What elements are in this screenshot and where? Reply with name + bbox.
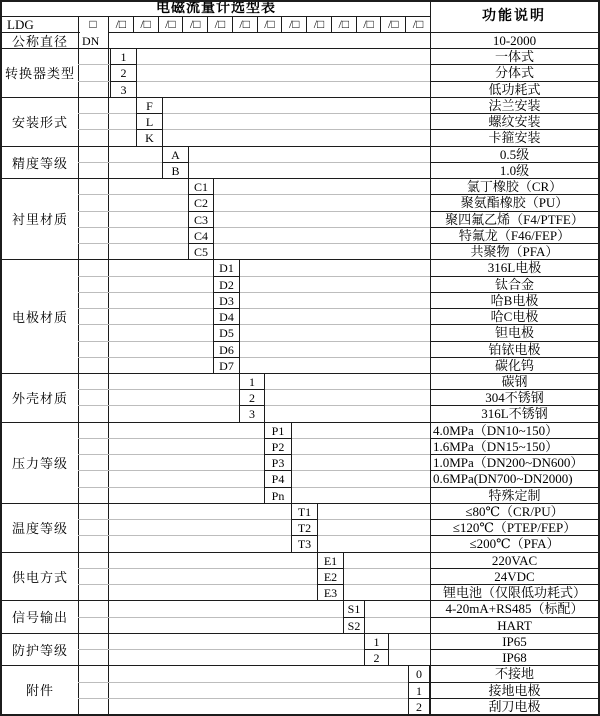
description-cell: 聚氨酯橡胶（PU）: [460, 195, 569, 210]
description-cell: HART: [497, 617, 532, 633]
category-label: 压力等级: [11, 456, 68, 471]
row-divider: [78, 487, 430, 488]
code-cell: 3: [239, 405, 265, 423]
code-cell: E1: [317, 552, 344, 569]
description-cell: 1.6MPa（DN15~150）: [433, 438, 559, 454]
code-cell: 2: [239, 389, 265, 406]
code-cell: B: [162, 162, 189, 179]
row-divider: [78, 324, 430, 325]
function-description-header: 功能说明: [482, 9, 546, 24]
description-cell: 碳化钨: [494, 357, 534, 373]
model-slot-cell: /□: [207, 16, 232, 32]
row-divider: [78, 276, 430, 277]
code-cell: D2: [213, 276, 240, 293]
code-cell: E2: [317, 568, 344, 585]
code-cell: D6: [213, 341, 240, 358]
model-slot-cell: /□: [306, 16, 331, 32]
model-slot-cell: /□: [356, 16, 381, 32]
description-cell: 4-20mA+RS485（标配）: [445, 601, 584, 616]
description-cell: 316L电极: [487, 260, 542, 275]
row-divider: [78, 341, 430, 342]
description-cell: IP68: [502, 649, 527, 665]
description-cell: 1.0MPa（DN200~DN600）: [433, 454, 584, 470]
description-cell: 哈C电极: [490, 308, 539, 324]
code-cell: K: [136, 129, 163, 147]
code-cell: 2: [408, 698, 430, 715]
model-slot-cell: /□: [380, 16, 405, 32]
description-cell: 不接地: [494, 666, 534, 681]
code-cell: E3: [317, 584, 344, 601]
row-divider: [78, 357, 430, 358]
code-cell: S2: [343, 617, 365, 634]
category-label: 防护等级: [11, 642, 68, 658]
code-cell: 1: [110, 48, 137, 65]
model-slot-cell: /□: [158, 16, 183, 32]
code-cell: 1: [239, 373, 265, 390]
row-divider: [78, 438, 430, 439]
description-cell: 法兰安装: [488, 97, 541, 113]
code-cell: 0: [408, 665, 430, 683]
description-cell: 0.5级: [499, 146, 530, 162]
description-cell: 分体式: [494, 65, 534, 80]
description-cell: 304不锈钢: [485, 389, 544, 405]
code-cell: C1: [188, 178, 214, 195]
code-cell: DN: [80, 32, 108, 49]
model-slot-cell: /□: [182, 16, 207, 32]
description-cell: 共聚物（PFA）: [470, 243, 559, 259]
code-cell: P2: [264, 438, 292, 455]
row-divider: [78, 129, 430, 130]
row-divider: [78, 113, 430, 114]
model-slot-cell: /□: [133, 16, 158, 32]
category-label: 温度等级: [11, 521, 68, 536]
description-cell: 钽电极: [494, 325, 534, 340]
description-cell: 卡箍安装: [488, 130, 541, 145]
row-divider: [78, 243, 430, 244]
description-cell: 一体式: [494, 48, 534, 64]
row-divider: [78, 519, 430, 520]
row-divider: [78, 470, 430, 471]
description-cell: 316L不锈钢: [481, 406, 548, 421]
row-divider: [78, 227, 430, 228]
divider: [78, 16, 79, 714]
code-cell: 3: [110, 81, 137, 98]
model-slot-cell: /□: [405, 16, 430, 32]
description-cell: 聚四氟乙烯（F4/PTFE）: [445, 211, 584, 227]
model-slot-cell: /□: [108, 16, 133, 32]
description-cell: 0.6MPa(DN700~DN2000): [433, 471, 573, 486]
description-cell: 钛合金: [494, 276, 534, 292]
description-cell: IP65: [502, 633, 527, 649]
code-cell: F: [136, 97, 163, 114]
description-cell: 螺纹安装: [488, 113, 541, 129]
row-divider: [78, 535, 430, 536]
table-title: 电磁流量计选型表: [156, 2, 276, 16]
description-cell: ≤120℃（PTEP/FEP）: [452, 519, 577, 535]
code-cell: D7: [213, 357, 240, 374]
description-cell: 接地电极: [488, 682, 541, 698]
category-label: 转换器类型: [4, 66, 75, 81]
description-cell: ≤200℃（PFA）: [469, 536, 560, 551]
description-cell: 特氟龙（F46/FEP）: [458, 227, 571, 243]
description-cell: 哈B电极: [490, 292, 539, 308]
model-slot-cell: /□: [331, 16, 356, 32]
category-label: 精度等级: [11, 155, 68, 171]
code-cell: P4: [264, 470, 292, 488]
code-cell: C2: [188, 194, 214, 212]
description-cell: 1.0级: [499, 162, 530, 178]
model-slot-cell: /□: [232, 16, 257, 32]
category-label: 外壳材质: [11, 391, 68, 406]
category-label: 公称直径: [11, 33, 68, 49]
code-cell: T3: [291, 535, 318, 553]
description-cell: 锂电池（仅限低功耗式）: [442, 584, 586, 600]
category-label: 电极材质: [11, 309, 68, 325]
code-cell: D3: [213, 292, 240, 309]
category-label: 信号输出: [11, 610, 68, 625]
code-cell: 2: [364, 649, 389, 666]
model-slot-cell: /□: [257, 16, 282, 32]
description-cell: 220VAC: [491, 552, 538, 568]
category-label: 衬里材质: [11, 212, 68, 227]
row-divider: [78, 698, 430, 699]
row-divider: [78, 454, 430, 455]
description-cell: 碳钢: [501, 373, 528, 389]
category-label: 附件: [25, 683, 54, 698]
code-cell: D5: [213, 324, 240, 342]
code-cell: D1: [213, 259, 240, 277]
code-cell: D4: [213, 308, 240, 325]
row-divider: [78, 308, 430, 309]
category-label: 安装形式: [11, 115, 68, 130]
row-divider: [78, 617, 430, 618]
code-cell: P1: [264, 422, 292, 439]
description-cell: 铂铱电极: [488, 341, 541, 357]
description-cell: 低功耗式: [488, 81, 541, 97]
code-cell: 1: [408, 682, 430, 699]
description-cell: 刮刀电极: [488, 698, 541, 714]
code-cell: 2: [110, 64, 137, 82]
category-label: 供电方式: [11, 569, 68, 585]
row-divider: [78, 211, 430, 212]
row-divider: [78, 682, 430, 683]
model-prefix-label: LDG: [7, 16, 34, 32]
row-divider: [78, 568, 430, 569]
code-cell: C3: [188, 211, 214, 228]
divider: [108, 16, 109, 714]
model-box-cell: □: [89, 17, 97, 31]
code-cell: Pn: [264, 487, 292, 504]
row-divider: [78, 194, 430, 195]
row-divider: [78, 292, 430, 293]
description-cell: 氯丁橡胶（CR）: [466, 178, 563, 194]
row-divider: [78, 162, 430, 163]
description-cell: ≤80℃（CR/PU）: [465, 503, 564, 519]
code-cell: 1: [364, 633, 389, 650]
code-cell: L: [136, 113, 163, 130]
model-slot-cell: /□: [281, 16, 306, 32]
code-cell: S1: [343, 600, 365, 618]
description-cell: 24VDC: [494, 568, 535, 584]
row-divider: [78, 584, 430, 585]
code-cell: A: [162, 146, 189, 163]
description-cell: 特殊定制: [488, 487, 541, 503]
code-cell: C4: [188, 227, 214, 244]
code-cell: P3: [264, 454, 292, 471]
description-cell: 10-2000: [492, 32, 537, 48]
code-cell: C5: [188, 243, 214, 260]
divider: [2, 16, 430, 17]
code-cell: T2: [291, 519, 318, 536]
code-cell: T1: [291, 503, 318, 520]
description-cell: 4.0MPa（DN10~150）: [433, 422, 559, 438]
